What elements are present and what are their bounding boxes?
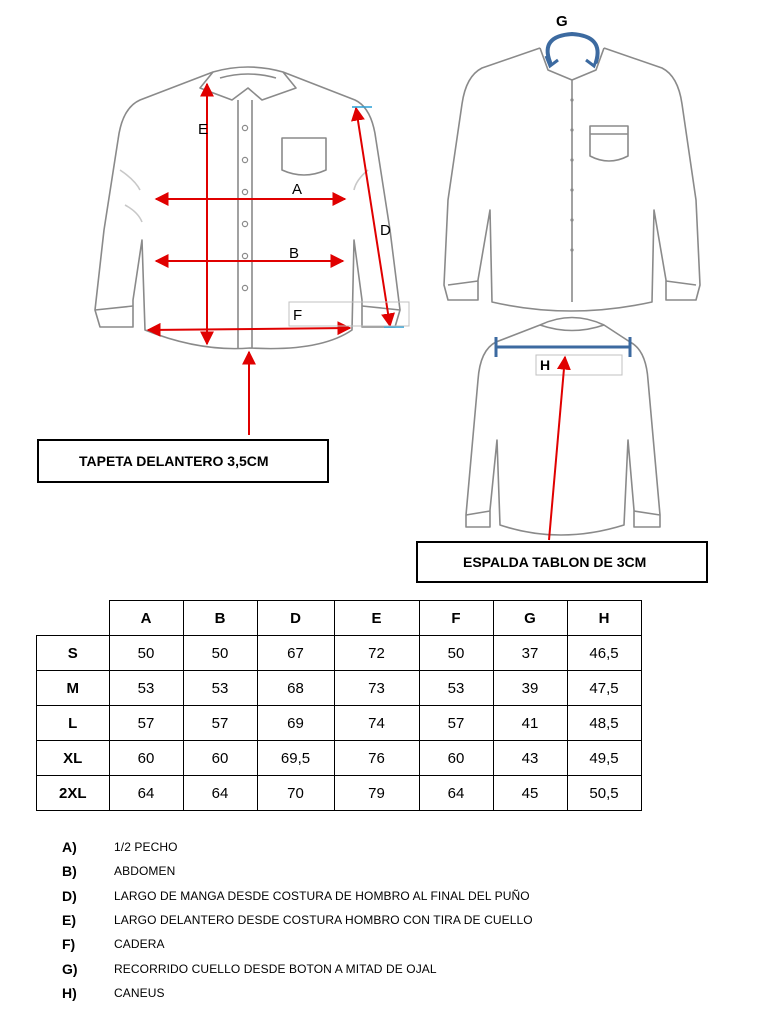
legend-key: B) (62, 863, 77, 880)
legend-text: ABDOMEN (114, 864, 176, 879)
header-col-d: D (257, 601, 334, 636)
table-cell: 57 (109, 706, 183, 741)
legend-item (62, 859, 533, 883)
table-cell: 74 (334, 706, 419, 741)
table-cell: 49,5 (567, 741, 641, 776)
table-cell: 48,5 (567, 706, 641, 741)
neck-measure-g (548, 34, 598, 62)
front-buttons (242, 125, 247, 290)
legend-key: D) (62, 887, 77, 904)
table-cell: 50 (109, 636, 183, 671)
table-cell: 79 (334, 776, 419, 811)
table-cell: 50,5 (567, 776, 641, 811)
label-b: B (289, 245, 300, 262)
legend-item (62, 908, 533, 932)
table-cell: 73 (334, 671, 419, 706)
back-measure-h (496, 337, 630, 357)
legend-text: RECORRIDO CUELLO DESDE BOTON A MITAD DE OJAL (114, 961, 437, 976)
table-cell: 53 (109, 671, 183, 706)
label-g: G (556, 13, 568, 30)
table-cell: 76 (334, 741, 419, 776)
table-cell: 53 (419, 671, 493, 706)
table-cell: 39 (493, 671, 567, 706)
legend-text: CADERA (114, 937, 165, 952)
table-cell: 68 (257, 671, 334, 706)
size-label: L (37, 706, 110, 741)
table-cell: 47,5 (567, 671, 641, 706)
legend-key: A) (62, 839, 77, 856)
table-row (37, 706, 642, 741)
table-row (37, 671, 642, 706)
table-cell: 60 (419, 741, 493, 776)
table-cell: 50 (183, 636, 257, 671)
header-col-f: F (419, 601, 493, 636)
callout-back-pleat (416, 541, 708, 583)
legend-item (62, 981, 533, 1005)
label-f: F (293, 307, 303, 324)
header-col-g: G (493, 601, 567, 636)
front-shirt-outline-right (444, 48, 700, 311)
callout-back-text: ESPALDA TABLON DE 3CM (463, 554, 647, 570)
table-cell: 37 (493, 636, 567, 671)
legend-text: LARGO DELANTERO DESDE COSTURA HOMBRO CON TIRA DE CUELLO (114, 913, 533, 928)
measurement-legend (62, 835, 533, 1005)
table-row (37, 741, 642, 776)
size-label: M (37, 671, 110, 706)
size-chart-table (36, 600, 642, 811)
legend-text: 1/2 PECHO (114, 840, 178, 855)
header-col-e: E (334, 601, 419, 636)
label-d: D (380, 222, 391, 239)
callout-front-text: TAPETA DELANTERO 3,5CM (79, 453, 269, 469)
size-label: S (37, 636, 110, 671)
table-cell: 64 (183, 776, 257, 811)
table-cell: 50 (419, 636, 493, 671)
front-shirt-drawing (95, 67, 400, 349)
table-header-row (37, 601, 642, 636)
legend-key: H) (62, 984, 77, 1001)
header-blank (37, 601, 110, 636)
table-cell: 69 (257, 706, 334, 741)
table-cell: 46,5 (567, 636, 641, 671)
header-col-a: A (109, 601, 183, 636)
table-cell: 64 (419, 776, 493, 811)
table-cell: 57 (419, 706, 493, 741)
table-cell: 60 (109, 741, 183, 776)
table-cell: 64 (109, 776, 183, 811)
legend-text: CANEUS (114, 985, 165, 1000)
table-row (37, 636, 642, 671)
header-col-b: B (183, 601, 257, 636)
legend-item (62, 835, 533, 859)
table-cell: 41 (493, 706, 567, 741)
label-e: E (198, 121, 209, 138)
table-row (37, 776, 642, 811)
table-cell: 69,5 (257, 741, 334, 776)
size-label: 2XL (37, 776, 110, 811)
header-col-h: H (567, 601, 641, 636)
size-label: XL (37, 741, 110, 776)
table-cell: 53 (183, 671, 257, 706)
table-cell: 43 (493, 741, 567, 776)
table-cell: 72 (334, 636, 419, 671)
table-cell: 45 (493, 776, 567, 811)
table-cell: 70 (257, 776, 334, 811)
callout-front-placket (37, 439, 329, 483)
table-cell: 67 (257, 636, 334, 671)
legend-item (62, 956, 533, 980)
legend-text: LARGO DE MANGA DESDE COSTURA DE HOMBRO AL FINAL DEL PUÑO (114, 888, 530, 903)
label-h: H (540, 357, 551, 373)
label-a: A (292, 181, 303, 198)
legend-key: E) (62, 912, 76, 929)
legend-item (62, 884, 533, 908)
legend-key: F) (62, 936, 76, 953)
legend-key: G) (62, 960, 78, 977)
table-cell: 60 (183, 741, 257, 776)
legend-item (62, 932, 533, 956)
table-cell: 57 (183, 706, 257, 741)
